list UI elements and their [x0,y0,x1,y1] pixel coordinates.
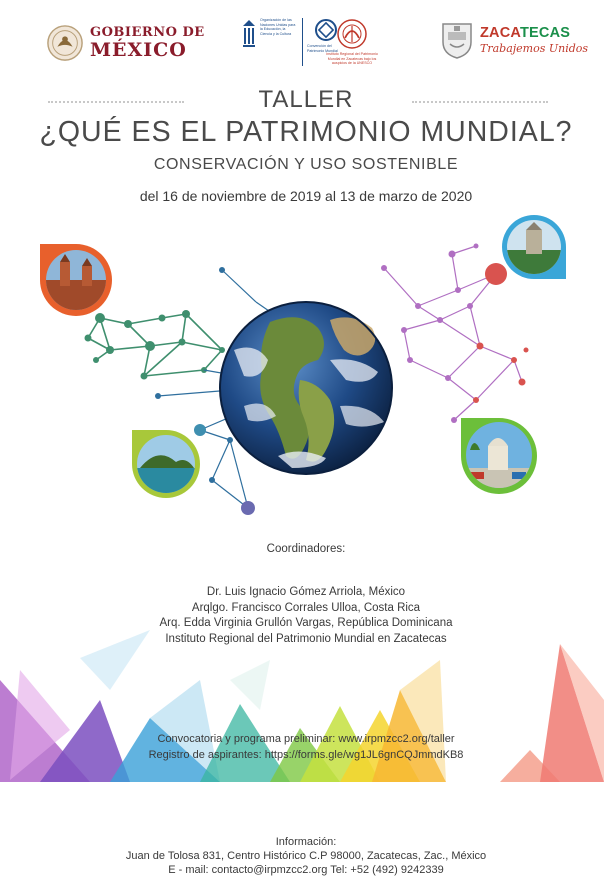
left-network-nodes [85,310,226,380]
pin-top-left [40,244,112,316]
zacatecas-slogan: Trabajemos Unidos [480,41,589,55]
unesco-logo [242,18,298,54]
coordinator-name: Arq. Edda Virginia Grullón Vargas, República Dominicana [159,617,453,629]
unesco-caption: Organización de las Naciones Unidas para la Educación, la Ciencia y la Cultura [260,18,296,36]
coordinator-name: Instituto Regional del Patrimonio Mundial en Zacatecas [165,632,447,645]
pin-top-right [502,215,566,279]
right-network-nodes [381,244,479,424]
unesco-divider [302,18,303,66]
workshop-kicker: TALLER [258,86,354,113]
page-title: ¿QUÉ ES EL PATRIMONIO MUNDIAL? [39,116,573,148]
contact-address: Juan de Tolosa 831, Centro Histórico C.P 98000, Zacatecas, Zac., México [125,850,487,862]
coordinators-list [0,585,612,647]
coordinator-name: Arqlgo. Francisco Corrales Ulloa, Costa Rica [191,601,421,614]
irpm-emblem-icon [336,18,368,50]
gobierno-mexico-logo [46,24,205,62]
mexico-seal-icon [46,24,84,62]
contact-title: Información: [275,836,337,848]
irpm-logo [322,18,382,66]
contact-email-phone[interactable]: E - mail: contacto@irpmzcc2.org Tel: +52 (492) 9242339 [168,864,444,876]
zacatecas-name-part1: ZACA [480,25,520,42]
red-node-large [485,263,507,285]
irpm-caption: Instituto Regional del Patrimonio Mundial en Zacatecas bajo los auspicios de la UNESCO [326,52,378,65]
page-subtitle: CONSERVACIÓN Y USO SOSTENIBLE [153,156,459,173]
pin-bottom-left [132,430,200,498]
zacatecas-logo [440,20,588,60]
zacatecas-shield-icon [440,20,474,60]
zacatecas-name [480,26,588,41]
left-network [88,314,222,376]
gobierno-line1: GOBIERNO DE [90,25,205,40]
registration-link[interactable]: Registro de aspirantes: https://forms.gle/wg1JL6gnCQJmmdKB8 [148,748,464,761]
links-block [0,732,612,763]
event-dates: del 16 de noviembre de 2019 al 13 de marzo de 2020 [139,188,473,204]
contact-block [0,835,612,877]
globe [220,302,392,474]
purple-node-bottom [241,501,255,515]
blue-node-large [194,424,206,436]
coordinator-name: Dr. Luis Ignacio Gómez Arriola, México [206,586,406,598]
hero-illustration [0,210,612,540]
gobierno-line2: MÉXICO [90,39,187,61]
zacatecas-name-part2: TECAS [520,25,571,42]
unesco-temple-icon [242,18,256,54]
logo-bar [0,14,612,80]
program-link[interactable]: Convocatoria y programa preliminar: www.irpmzcc2.org/taller [157,733,455,745]
world-heritage-caption: Convención del Patrimonio Mundial [307,44,338,53]
pin-bottom-right [461,418,537,494]
coordinators-title: Coordinadores: [266,543,346,555]
